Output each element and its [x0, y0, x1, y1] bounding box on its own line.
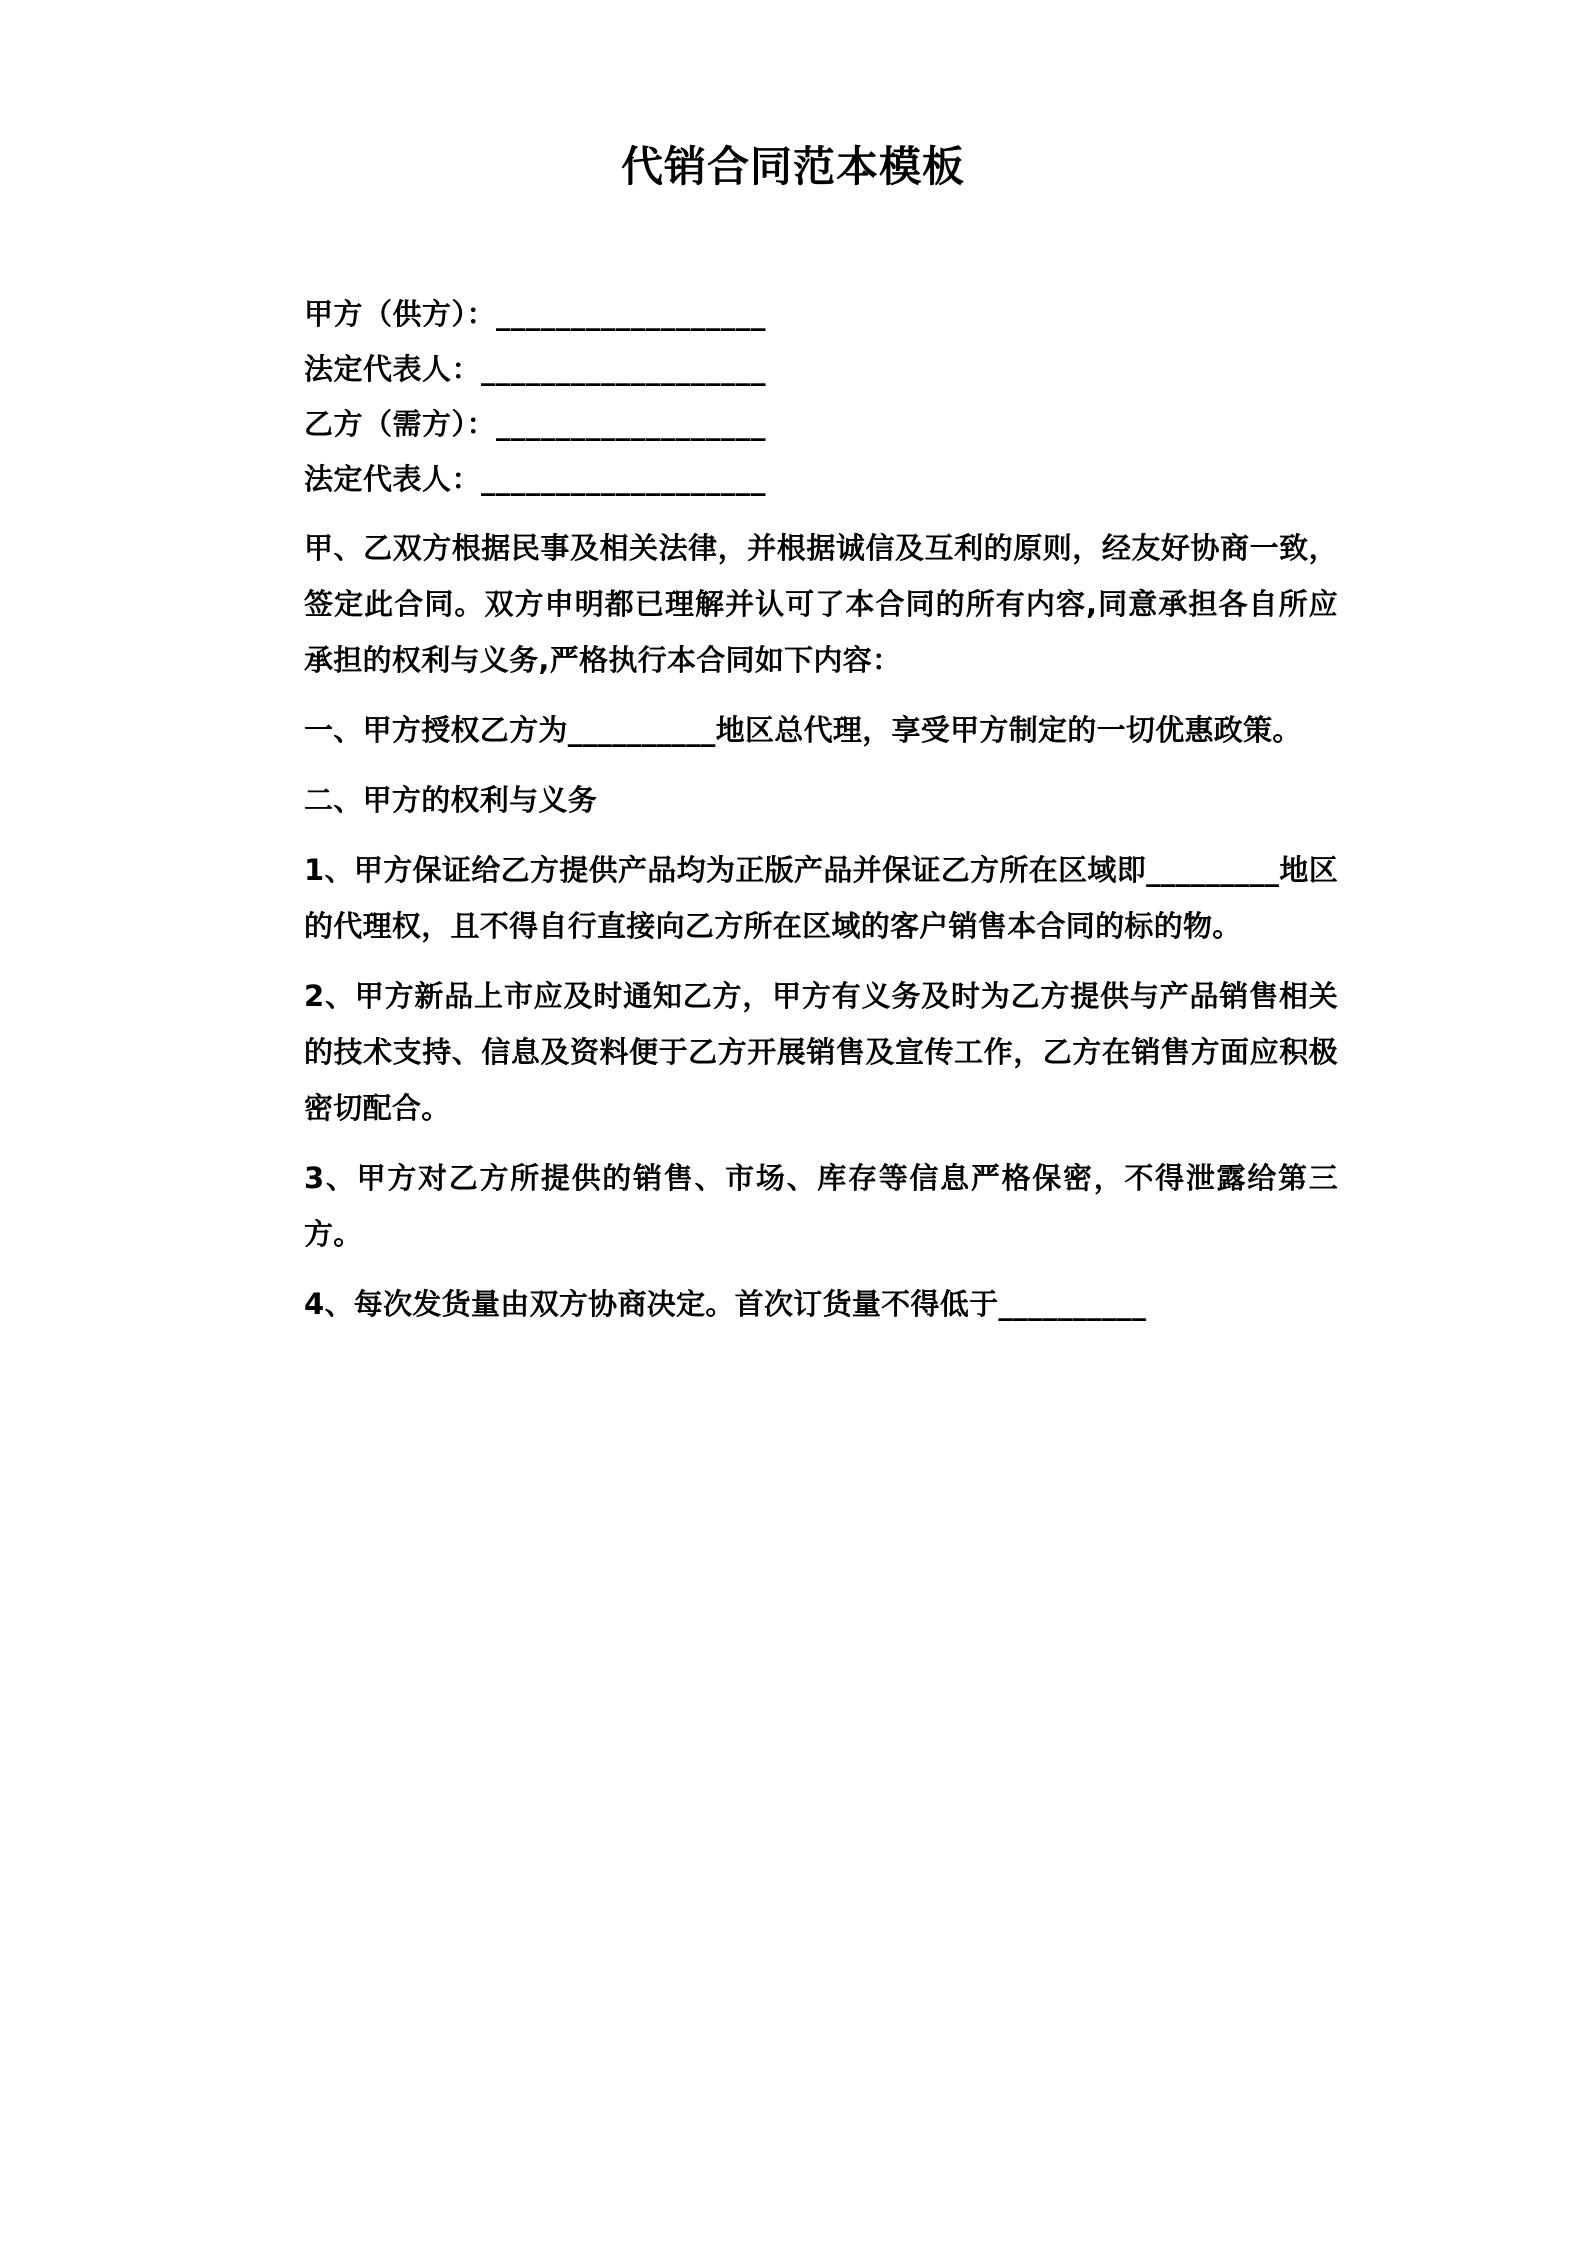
- paragraph-item-4: 4、每次发货量由双方协商决定。首次订货量不得低于__________: [304, 1287, 1147, 1322]
- paragraph-item-3: 3、甲方对乙方所提供的销售、市场、库存等信息严格保密，不得泄露给第三方。: [304, 1161, 1338, 1252]
- field-legal-rep-b: 法定代表人：___________________: [304, 462, 767, 497]
- field-party-a: 甲方（供方）：__________________: [304, 297, 767, 332]
- document-body: [248, 192, 1338, 1332]
- paragraph-item-1: 1、甲方保证给乙方提供产品均为正版产品并保证乙方所在区域即_________地区的代理权，且不得自行直接向乙方所在区域的客户销售本合同的标的物。: [304, 853, 1338, 944]
- page-title: 代销合同范本模板: [620, 142, 965, 191]
- paragraph-clause-2-heading: 二、甲方的权利与义务: [304, 783, 598, 818]
- paragraph-item-2: 2、甲方新品上市应及时通知乙方，甲方有义务及时为乙方提供与产品销售相关的技术支持、信息及资料便于乙方开展销售及宣传工作，乙方在销售方面应积极密切配合。: [304, 979, 1338, 1126]
- field-legal-rep-a: 法定代表人：___________________: [304, 352, 767, 387]
- field-party-b: 乙方（需方）：__________________: [304, 407, 767, 442]
- paragraph-clause-1: 一、甲方授权乙方为__________地区总代理，享受甲方制定的一切优惠政策。: [304, 713, 1302, 748]
- paragraph-preamble: 甲、乙双方根据民事及相关法律，并根据诚信及互利的原则，经友好协商一致，签定此合同。双方申明都已理解并认可了本合同的所有内容,同意承担各自所应承担的权利与义务,严格执行本合同如下内容：: [304, 531, 1338, 678]
